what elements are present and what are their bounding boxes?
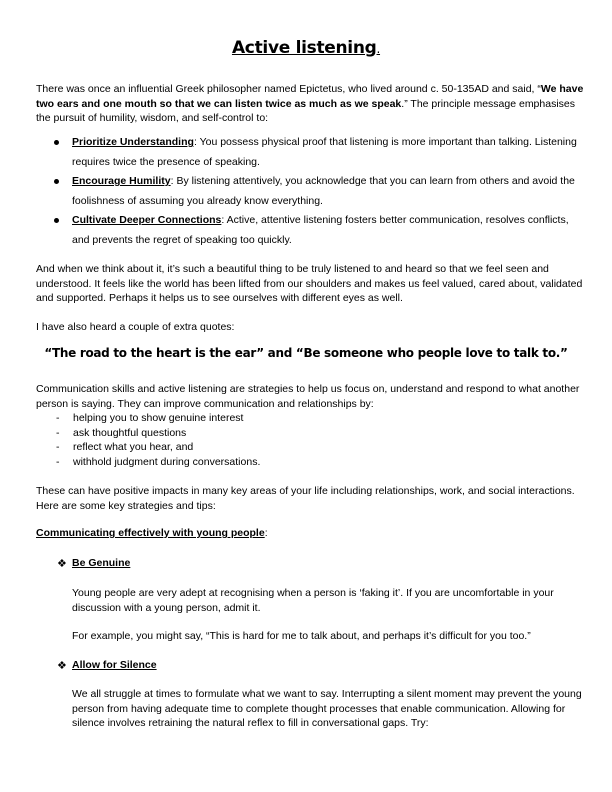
intro-quote: We have two ears and one mouth so that we can listen twice as much as we speak	[36, 83, 584, 110]
list-item	[52, 133, 580, 172]
strategies-list	[52, 411, 572, 469]
dash-item-text: reflect what you hear, and	[73, 441, 194, 453]
title-suffix: .	[376, 42, 381, 56]
subheading-label: Allow for Silence	[72, 659, 157, 671]
be-genuine-paragraph-1: Young people are very adept at recognising when a person is ‘faking it’. If you are uncomfortable in your discussion with a young person, admit it.	[72, 587, 554, 614]
bullet-icon	[54, 140, 59, 145]
bullet-icon	[54, 179, 59, 184]
list-item: - ask thoughtful questions	[56, 426, 187, 439]
diamond-bullet-icon: ❖	[57, 660, 67, 672]
intro-before: There was once an influential Greek philosopher named Epictetus, who lived around c. 50-135AD and said, “	[36, 83, 541, 95]
bullet-term: Encourage Humility	[72, 175, 171, 187]
list-item: - reflect what you hear, and	[56, 441, 194, 453]
bullet-text: : By listening attentively, you acknowledge that you can learn from others and avoid the foolishness of assuming you already know everything.	[72, 175, 575, 207]
diamond-bullet-icon: ❖	[57, 558, 67, 570]
quotes-line: “The road to the heart is the ear” and “Be someone who people love to talk to.”	[44, 346, 568, 360]
list-item: - helping you to show genuine interest	[56, 412, 244, 424]
bullet-text: : Active, attentive listening fosters better communication, resolves conflicts, and prevents the regret of speaking too quickly.	[72, 214, 569, 246]
dash-item-text: ask thoughtful questions	[73, 426, 187, 439]
paragraph-3: I have also heard a couple of extra quotes:	[36, 321, 235, 333]
dash-item-text: helping you to show genuine interest	[73, 412, 244, 424]
paragraph-2: And when we think about it, it’s such a beautiful thing to be truly listened to and heard so that we feel seen and understood. It feels like the world has been lifted from our shoulders and makes us feel valued, cared about, validated and supported. Perhaps it helps us to see ourselves with different eyes as well.	[36, 263, 583, 304]
allow-for-silence-paragraph: We all struggle at times to formulate what we want to say. Interrupting a silent moment may prevent the young person from having adequate time to complete thought processes that enable communication. Allowing for silence involves retraining the natural reflex to fill in conversational gaps. Try:	[72, 688, 582, 729]
paragraph-5: These can have positive impacts in many key areas of your life including relationships, work, and social interactions. Here are some key strategies and tips:	[36, 485, 575, 512]
dash-item-text: withhold judgment during conversations.	[73, 455, 261, 468]
list-item	[52, 172, 580, 211]
intro-paragraph	[36, 82, 584, 126]
subheading-label: Be Genuine	[72, 557, 131, 569]
list-item	[52, 211, 580, 250]
paragraph-4: Communication skills and active listening are strategies to help us focus on, understand and respond to what another person is saying. They can improve communication and relationships by:	[36, 383, 580, 410]
list-item: - withhold judgment during conversations.	[56, 455, 261, 468]
bullet-icon	[54, 218, 59, 223]
title-text: Active listening	[231, 38, 377, 58]
bullet-term: Cultivate Deeper Connections	[72, 214, 222, 226]
bullet-term: Prioritize Understanding	[72, 136, 194, 148]
section-heading-text: Communicating effectively with young people	[36, 527, 265, 539]
page-title	[0, 38, 612, 58]
be-genuine-paragraph-2: For example, you might say, “This is hard for me to talk about, and perhaps it’s difficult for you too.”	[72, 630, 531, 642]
intro-after: .” The principle message emphasises the pursuit of humility, wisdom, and self-control to:	[36, 97, 576, 124]
principles-list	[52, 133, 580, 250]
section-heading	[36, 527, 268, 539]
section-colon: :	[264, 527, 268, 539]
bullet-text: : You possess physical proof that listening is more important than talking. Listening requires twice the presence of speaking.	[72, 136, 577, 168]
